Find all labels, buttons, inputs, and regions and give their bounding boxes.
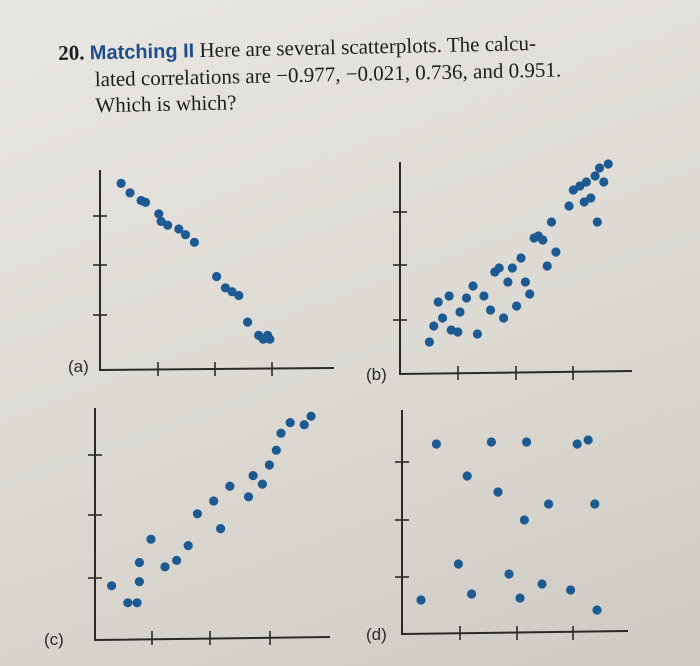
scatterplot-c <box>44 408 330 649</box>
scatter-point <box>538 235 547 244</box>
plot-label-d: (d) <box>366 625 387 644</box>
scatter-point <box>455 307 464 316</box>
scatter-point <box>537 579 546 588</box>
scatter-point <box>504 569 513 578</box>
problem-line-2: lated correlations are −0.977, −0.021, 0.736, and 0.951. <box>94 57 562 92</box>
scatter-point <box>486 305 495 314</box>
scatterplot-a <box>68 170 334 376</box>
scatterplot-b <box>366 159 632 384</box>
scatter-point <box>479 291 488 300</box>
scatter-point <box>468 281 477 290</box>
scatter-point <box>243 318 252 327</box>
problem-line-1-text: Here are several scatterplots. The calcu- <box>199 30 537 63</box>
scatter-point <box>499 313 508 322</box>
scatter-point <box>454 559 463 568</box>
scatter-point <box>234 291 243 300</box>
scatter-point <box>438 313 447 322</box>
scatter-point <box>591 171 600 180</box>
points-c <box>107 412 316 608</box>
scatter-point <box>172 556 181 565</box>
scatter-point <box>453 327 462 336</box>
scatter-point <box>487 437 496 446</box>
scatter-point <box>286 418 295 427</box>
scatter-point <box>107 581 116 590</box>
scatter-point <box>512 301 521 310</box>
scatter-point <box>495 263 504 272</box>
scatter-point <box>582 177 591 186</box>
scatter-point <box>212 272 221 281</box>
points-a <box>117 179 275 344</box>
scatter-point <box>544 499 553 508</box>
scatter-point <box>135 558 144 567</box>
scatter-point <box>300 420 309 429</box>
scatter-point <box>146 535 155 544</box>
scatter-point <box>592 605 601 614</box>
scatter-point <box>141 198 150 207</box>
scatter-point <box>543 261 552 270</box>
scatter-point <box>525 289 534 298</box>
scatter-point <box>209 496 218 505</box>
scatter-point <box>493 487 502 496</box>
scatter-point <box>276 429 285 438</box>
scatter-point <box>272 446 281 455</box>
scatter-point <box>434 297 443 306</box>
scatter-point <box>249 471 258 480</box>
scatter-point <box>193 509 202 518</box>
scatter-point <box>463 471 472 480</box>
scatter-point <box>522 437 531 446</box>
scatter-point <box>593 217 602 226</box>
scatter-point <box>508 263 517 272</box>
scatter-point <box>307 412 316 421</box>
scatter-point <box>516 253 525 262</box>
scatter-point <box>244 492 253 501</box>
scatter-point <box>547 217 556 226</box>
scatter-point <box>163 221 172 230</box>
plot-label-b: (b) <box>366 365 387 384</box>
scatter-point <box>125 188 134 197</box>
scatter-point <box>551 247 560 256</box>
scatter-point <box>515 593 524 602</box>
scatter-point <box>160 562 169 571</box>
points-b <box>425 159 613 346</box>
scatter-point <box>265 335 274 344</box>
scatter-point <box>580 197 589 206</box>
scatter-point <box>573 439 582 448</box>
scatter-point <box>181 230 190 239</box>
scatter-point <box>416 595 425 604</box>
scatter-point <box>503 277 512 286</box>
scatter-point <box>473 329 482 338</box>
scatter-point <box>467 589 476 598</box>
scatter-point <box>190 238 199 247</box>
scatter-point <box>599 177 608 186</box>
scatter-point <box>520 515 529 524</box>
scatter-point <box>564 201 573 210</box>
scatter-point <box>432 439 441 448</box>
scatter-point <box>225 482 234 491</box>
problem-title: Matching II <box>89 40 195 65</box>
scatter-point <box>425 337 434 346</box>
scatter-point <box>445 291 454 300</box>
problem-number: 20. <box>58 40 85 65</box>
scatter-point <box>521 277 530 286</box>
scatter-point <box>590 499 599 508</box>
plot-label-c: (c) <box>44 630 64 649</box>
scatter-point <box>258 480 267 489</box>
scatter-point <box>265 460 274 469</box>
scatter-point <box>595 163 604 172</box>
scatter-point <box>216 524 225 533</box>
scatterplot-d <box>366 410 628 644</box>
axes-a <box>100 170 334 370</box>
scatter-point <box>584 435 593 444</box>
scatter-point <box>123 598 132 607</box>
scatter-point <box>566 585 575 594</box>
problem-line-3: Which is which? <box>95 90 237 118</box>
scatter-point <box>184 541 193 550</box>
plot-label-a: (a) <box>68 357 89 376</box>
points-d <box>416 435 601 614</box>
scatter-point <box>117 179 126 188</box>
scatter-point <box>604 159 613 168</box>
scatter-point <box>133 598 142 607</box>
scatter-point <box>135 577 144 586</box>
scatter-point <box>429 321 438 330</box>
scatter-point <box>462 293 471 302</box>
